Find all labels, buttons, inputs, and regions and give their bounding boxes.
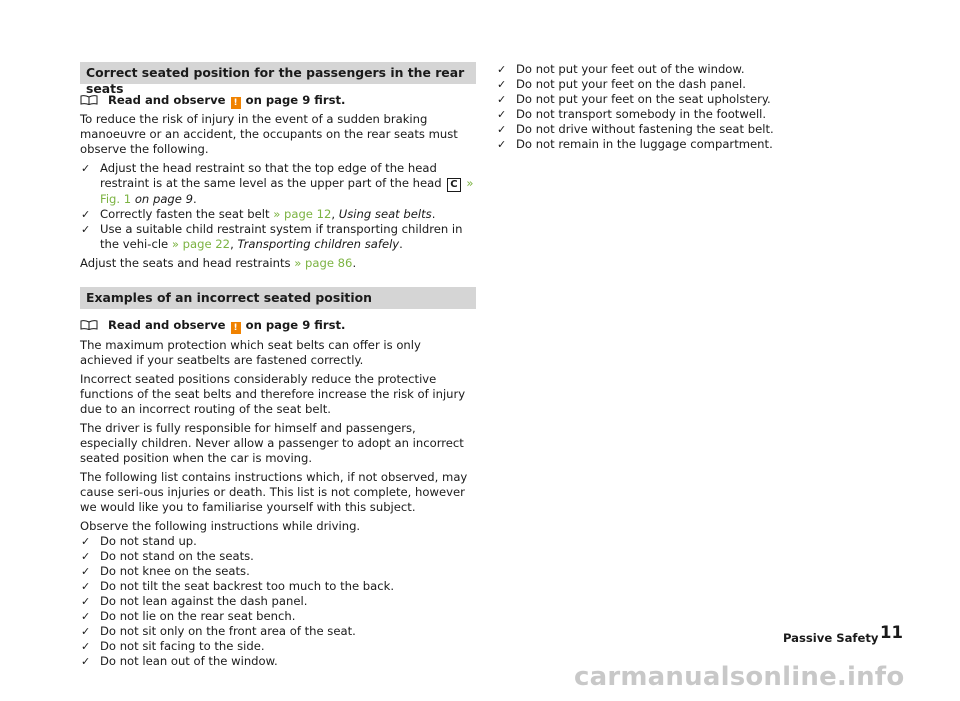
paragraph: The maximum protection which seat belts can offer is only achieved if your seatbelts are fastened correctly.	[80, 338, 421, 367]
page-link[interactable]: » page 86	[294, 256, 353, 270]
check-icon: ✓	[81, 535, 91, 548]
check-icon: ✓	[81, 655, 91, 668]
left-column	[80, 62, 476, 673]
check-icon: ✓	[497, 123, 507, 136]
list-item: ✓ Adjust the head restraint so that the top edge of the head restraint is at the same level as the upper part of the head C » Fig. 1 on page 9.	[81, 161, 474, 206]
check-icon: ✓	[81, 610, 91, 623]
book-icon	[80, 320, 98, 330]
list-item: ✓ Do not sit facing to the side.	[81, 639, 265, 653]
check-icon: ✓	[497, 63, 507, 76]
check-icon: ✓	[81, 565, 91, 578]
right-column	[496, 62, 896, 156]
warning-icon: !	[231, 322, 241, 334]
read-and-observe-note: Read and observe ! on page 9 first.	[80, 318, 476, 332]
section-heading-incorrect-position: Examples of an incorrect seated position	[80, 287, 476, 309]
check-icon: ✓	[81, 595, 91, 608]
section-heading-correct-position: Correct seated position for the passengers in the rear seats	[80, 62, 476, 84]
paragraph: Incorrect seated positions considerably reduce the protective functions of the seat belts and therefore increase the risk of injury due to an incorrect routing of the seat belt.	[80, 372, 466, 416]
list-item: ✓ Do not stand up.	[81, 534, 197, 548]
list-item: ✓ Do not lean against the dash panel.	[81, 594, 308, 608]
chapter-title: Passive Safety	[783, 631, 879, 645]
check-icon: ✓	[497, 78, 507, 91]
check-icon: ✓	[81, 162, 91, 175]
check-icon: ✓	[81, 580, 91, 593]
list-item: ✓ Do not drive without fastening the seat belt.	[497, 122, 774, 136]
check-icon: ✓	[81, 640, 91, 653]
list-item: ✓ Do not put your feet on the dash panel.	[497, 77, 746, 91]
list-item: ✓ Do not sit only on the front area of the seat.	[81, 624, 356, 638]
paragraph: Adjust the seats and head restraints » page 86.	[80, 256, 357, 270]
page-number: 11	[880, 623, 903, 642]
list-item: ✓ Do not put your feet on the seat upholstery.	[497, 92, 771, 106]
read-and-observe-note: Read and observe ! on page 9 first.	[80, 93, 476, 107]
check-list	[80, 161, 476, 252]
check-icon: ✓	[497, 93, 507, 106]
warning-icon: !	[231, 97, 241, 109]
figure-link[interactable]: » Fig. 1	[100, 176, 474, 206]
list-item: ✓ Do not remain in the luggage compartment.	[497, 137, 773, 151]
paragraph: To reduce the risk of injury in the event of a sudden braking manoeuvre or an accident, the occupants on the rear seats must observe the following.	[80, 112, 458, 156]
list-item: ✓ Use a suitable child restraint system if transporting children in the vehi-cle » page 22, Transporting children safely.	[81, 222, 463, 251]
paragraph: The following list contains instructions which, if not observed, may cause seri-ous injuries or death. This list is not complete, however we would like you to familiarise yourself with this subject.	[80, 470, 468, 514]
list-item: ✓ Do not put your feet out of the window.	[497, 62, 745, 76]
check-icon: ✓	[497, 108, 507, 121]
list-item: ✓ Do not transport somebody in the footwell.	[497, 107, 767, 121]
list-item: ✓ Do not knee on the seats.	[81, 564, 250, 578]
check-icon: ✓	[81, 625, 91, 638]
list-item: ✓ Do not tilt the seat backrest too much to the back.	[81, 579, 395, 593]
figure-callout-c: C	[447, 178, 460, 192]
check-icon: ✓	[81, 550, 91, 563]
list-item: ✓ Do not lean out of the window.	[81, 654, 278, 668]
check-list	[80, 534, 476, 669]
page-link[interactable]: » page 12	[273, 207, 332, 221]
paragraph: Observe the following instructions while driving.	[80, 519, 361, 533]
check-icon: ✓	[497, 138, 507, 151]
paragraph: The driver is fully responsible for himself and passengers, especially children. Never allow a passenger to adopt an incorrect seated position when the car is moving.	[80, 421, 464, 465]
list-item: ✓ Correctly fasten the seat belt » page 12, Using seat belts.	[81, 207, 436, 221]
page-link[interactable]: » page 22	[171, 237, 231, 251]
check-list	[496, 62, 896, 152]
book-icon	[80, 95, 98, 105]
check-icon: ✓	[81, 223, 91, 236]
check-icon: ✓	[81, 208, 91, 221]
list-item: ✓ Do not stand on the seats.	[81, 549, 254, 563]
watermark: carmanualsonline.info	[574, 662, 905, 692]
list-item: ✓ Do not lie on the rear seat bench.	[81, 609, 296, 623]
